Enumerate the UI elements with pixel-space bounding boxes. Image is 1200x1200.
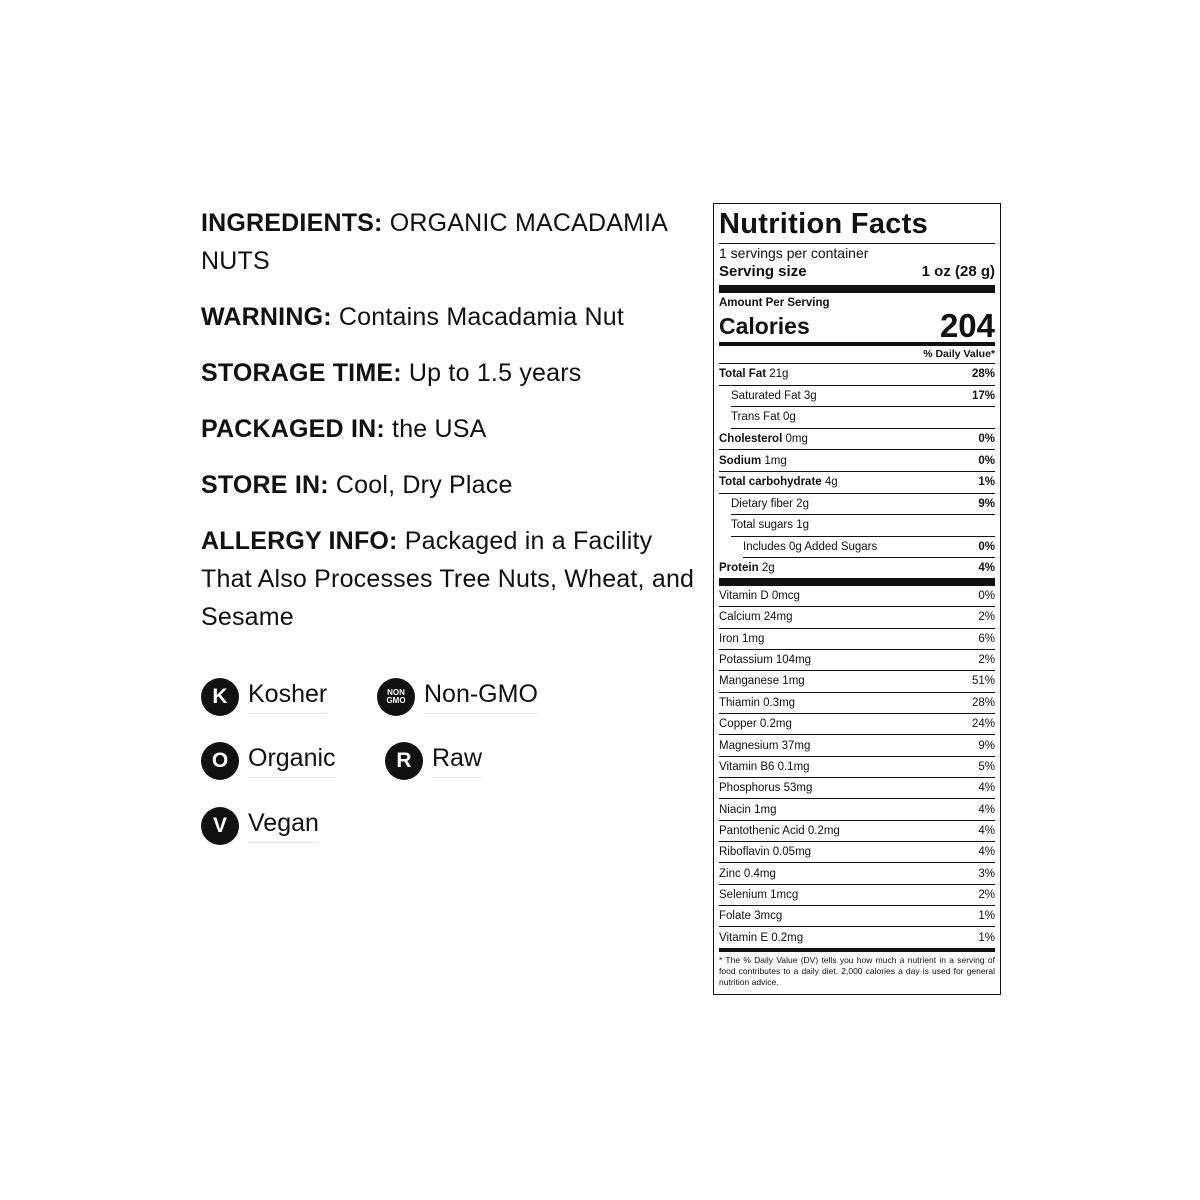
vitamin-name: Manganese 1mg — [719, 675, 805, 688]
store-in-value: Cool, Dry Place — [335, 471, 513, 499]
nutrient-row — [731, 386, 995, 408]
nutrient-amount: 21g — [769, 368, 789, 381]
vitamin-dv: 9% — [978, 739, 995, 752]
badge-label: Raw — [432, 744, 482, 778]
daily-value-footnote: * The % Daily Value (DV) tells you how much a nutrient in a serving of food contributes to a daily diet. 2,000 calories a day is used for general nutrition advice. — [719, 954, 995, 987]
warning-label: WARNING: — [201, 303, 332, 331]
vitamin-name: Copper 0.2mg — [719, 718, 792, 731]
nutrient-dv: 0% — [978, 433, 995, 446]
ingredients-line — [201, 204, 701, 280]
badge-vegan — [201, 807, 319, 845]
calories-row — [719, 307, 995, 346]
store-in-label: STORE IN: — [201, 471, 329, 499]
calories-label: Calories — [719, 313, 810, 339]
vitamin-row — [719, 629, 995, 650]
vitamin-name: Zinc 0.4mg — [719, 867, 776, 880]
nutrient-amount: 0mg — [785, 433, 808, 446]
raw-icon: R — [385, 742, 423, 780]
calories-value: 204 — [939, 307, 995, 344]
vitamin-row — [719, 906, 995, 927]
badge-non-gmo — [377, 678, 538, 716]
nutrient-name: Total sugars 1g — [731, 519, 809, 532]
vitamin-row — [719, 885, 995, 906]
servings-per-container: 1 servings per container — [719, 245, 869, 261]
kosher-icon: K — [201, 678, 239, 716]
vitamin-name: Riboflavin 0.05mg — [719, 846, 812, 859]
nutrient-dv: 1% — [978, 476, 995, 489]
allergy-info-line — [201, 522, 701, 636]
serving-size — [719, 262, 995, 293]
nutrient-name: Total Fat — [719, 368, 767, 381]
badge-label: Non-GMO — [424, 680, 538, 714]
badge-raw — [385, 742, 482, 780]
vitamin-name: Phosphorus 53mg — [719, 782, 813, 795]
vitamin-dv: 2% — [978, 611, 995, 624]
storage-time-label: STORAGE TIME: — [201, 359, 402, 387]
vitamin-row — [719, 714, 995, 735]
vitamin-row — [719, 586, 995, 607]
vitamin-row — [719, 842, 995, 863]
allergy-info-label: ALLERGY INFO: — [201, 527, 398, 555]
nutrition-facts-panel — [713, 203, 1001, 995]
nutrition-title: Nutrition Facts — [719, 206, 995, 244]
nutrient-row — [719, 450, 995, 472]
nutrient-row — [731, 407, 995, 429]
nutrient-name: Includes 0g Added Sugars — [743, 541, 878, 554]
nutrient-amount: 4g — [824, 476, 838, 489]
vitamin-row — [719, 650, 995, 671]
warning-line — [201, 298, 701, 336]
nutrient-row — [743, 537, 995, 559]
packaged-in-value: the USA — [392, 415, 487, 443]
vitamin-name: Iron 1mg — [719, 632, 765, 645]
vitamin-row — [719, 778, 995, 799]
vitamin-dv: 51% — [971, 675, 995, 688]
vitamin-name: Pantothenic Acid 0.2mg — [719, 824, 840, 837]
nutrient-dv: 28% — [971, 368, 995, 381]
nutrient-row — [719, 364, 995, 386]
nutrient-amount: 2g — [761, 562, 775, 575]
vitamin-dv: 2% — [978, 888, 995, 901]
vitamin-row — [719, 799, 995, 820]
vitamin-dv: 6% — [978, 632, 995, 645]
vitamin-name: Niacin 1mg — [719, 803, 777, 816]
packaged-in-label: PACKAGED IN: — [201, 415, 385, 443]
nutrient-row — [719, 558, 995, 586]
vitamin-dv: 24% — [971, 718, 995, 731]
nutrient-name: Protein — [719, 562, 759, 575]
vitamin-dv: 1% — [978, 910, 995, 923]
nutrient-dv: 4% — [978, 562, 995, 575]
vitamin-name: Vitamin E 0.2mg — [719, 931, 804, 944]
packaged-in-line — [201, 410, 701, 448]
vitamin-name: Folate 3mcg — [719, 910, 783, 923]
non-gmo-icon-top: NON — [387, 688, 405, 697]
nutrient-dv: 9% — [978, 497, 995, 510]
daily-value-header: % Daily Value* — [719, 346, 995, 364]
nutrient-dv: 0% — [978, 454, 995, 467]
organic-icon: O — [201, 742, 239, 780]
vitamin-row — [719, 757, 995, 778]
vitamin-dv: 4% — [978, 824, 995, 837]
badge-label: Vegan — [248, 809, 319, 843]
nutrient-name: Saturated Fat 3g — [731, 389, 817, 402]
badge-kosher — [201, 678, 327, 716]
nutrient-dv: 0% — [978, 541, 995, 554]
ingredients-label: INGREDIENTS: — [201, 209, 383, 237]
vitamin-dv: 28% — [971, 696, 995, 709]
vitamin-row — [719, 863, 995, 884]
serving-size-value: 1 oz (28 g) — [921, 263, 995, 280]
nutrient-amount: 1mg — [764, 454, 787, 467]
vitamin-row — [719, 927, 995, 951]
storage-time-line — [201, 354, 701, 392]
vitamin-list — [719, 586, 995, 952]
vitamin-row — [719, 607, 995, 628]
vitamin-name: Vitamin B6 0.1mg — [719, 760, 810, 773]
vitamin-dv: 4% — [978, 803, 995, 816]
amount-per-serving: Amount Per Serving — [719, 297, 830, 309]
nutrient-row — [731, 515, 995, 537]
vitamin-row — [719, 693, 995, 714]
non-gmo-icon — [377, 678, 415, 716]
vitamin-name: Vitamin D 0mcg — [719, 590, 800, 603]
vitamin-row — [719, 821, 995, 842]
nutrient-row — [719, 429, 995, 451]
nutrient-name: Sodium — [719, 454, 762, 467]
ingredients-value: ORGANIC MACADAMIA NUTS — [201, 209, 667, 275]
nutrient-name: Trans Fat 0g — [731, 411, 796, 424]
vitamin-row — [719, 671, 995, 692]
nutrient-name: Total carbohydrate — [719, 476, 822, 489]
serving-size-label: Serving size — [719, 263, 807, 280]
nutrient-row — [731, 494, 995, 516]
product-info — [201, 204, 701, 654]
vitamin-name: Magnesium 37mg — [719, 739, 811, 752]
nutrient-row — [719, 472, 995, 494]
vitamin-name: Selenium 1mcg — [719, 888, 799, 901]
vitamin-dv: 5% — [978, 760, 995, 773]
warning-value: Contains Macadamia Nut — [338, 303, 625, 331]
nutrient-name: Cholesterol — [719, 433, 783, 446]
allergy-info-value: Packaged in a Facility That Also Processes Tree Nuts, Wheat, and Sesame — [201, 527, 695, 631]
nutrient-dv: 17% — [971, 389, 995, 402]
vitamin-name: Potassium 104mg — [719, 654, 812, 667]
badge-organic — [201, 742, 336, 780]
vitamin-dv: 1% — [978, 931, 995, 944]
vitamin-dv: 4% — [978, 846, 995, 859]
nutrient-name: Dietary fiber 2g — [731, 497, 809, 510]
storage-time-value: Up to 1.5 years — [408, 359, 582, 387]
vitamin-dv: 2% — [978, 654, 995, 667]
badge-label: Kosher — [248, 680, 327, 714]
vitamin-dv: 0% — [978, 590, 995, 603]
store-in-line — [201, 466, 701, 504]
vitamin-name: Thiamin 0.3mg — [719, 696, 796, 709]
vitamin-dv: 3% — [978, 867, 995, 880]
non-gmo-icon-bottom: GMO — [386, 696, 406, 705]
vitamin-dv: 4% — [978, 782, 995, 795]
vitamin-name: Calcium 24mg — [719, 611, 793, 624]
badge-label: Organic — [248, 744, 336, 778]
vegan-icon: V — [201, 807, 239, 845]
vitamin-row — [719, 735, 995, 756]
